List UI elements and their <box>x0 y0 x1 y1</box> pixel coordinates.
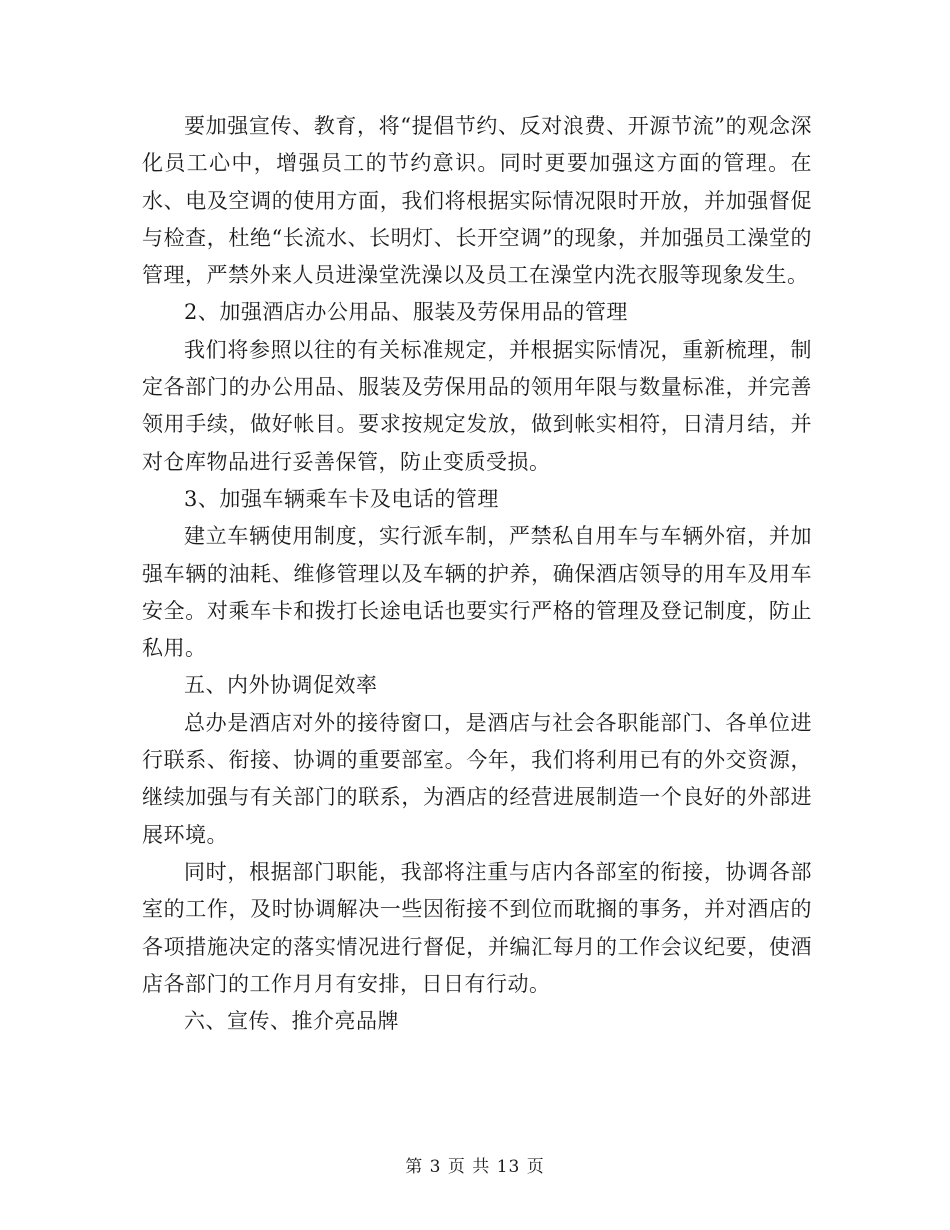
paragraph-external-coordination: 总办是酒店对外的接待窗口，是酒店与社会各职能部门、各单位进行联系、衔接、协调的重要部室。今年，我们将利用已有的外交资源，继续加强与有关部门的联系，为酒店的经营进展制造一个良好的外部进展环境。 <box>142 710 812 847</box>
page-number-footer: 第 3 页 共 13 页 <box>405 1157 545 1177</box>
document-body <box>142 108 812 1040</box>
section-heading-vehicles: 3、加强车辆乘车卡及电话的管理 <box>184 486 499 511</box>
paragraph-office-supplies: 我们将参照以往的有关标准规定，并根据实际情况，重新梳理，制定各部门的办公用品、服装及劳保用品的领用年限与数量标准，并完善领用手续，做好帐目。要求按规定发放，做到帐实相符，日清月结，并对仓库物品进行妥善保管，防止变质受损。 <box>142 337 812 474</box>
paragraph-vehicles: 建立车辆使用制度，实行派车制，严禁私自用车与车辆外宿，并加强车辆的油耗、维修管理以及车辆的护养，确保酒店领导的用车及用车安全。对乘车卡和拨打长途电话也要实行严格的管理及登记制度，防止私用。 <box>142 524 812 661</box>
paragraph-internal-coordination: 同时，根据部门职能，我部将注重与店内各部室的衔接，协调各部室的工作，及时协调解决一些因衔接不到位而耽搁的事务，并对酒店的各项措施决定的落实情况进行督促，并编汇每月的工作会议纪要，使酒店各部门的工作月月有安排，日日有行动。 <box>142 859 812 996</box>
section-heading-office-supplies: 2、加强酒店办公用品、服装及劳保用品的管理 <box>184 300 628 325</box>
section-heading-coordination: 五、内外协调促效率 <box>184 673 378 698</box>
paragraph-energy-saving: 要加强宣传、教育，将“提倡节约、反对浪费、开源节流”的观念深化员工心中，增强员工的节约意识。同时更要加强这方面的管理。在水、电及空调的使用方面，我们将根据实际情况限时开放，并加强督促与检查，杜绝“长流水、长明灯、长开空调”的现象，并加强员工澡堂的管理，严禁外来人员进澡堂洗澡以及员工在澡堂内洗衣服等现象发生。 <box>142 114 812 288</box>
section-heading-branding: 六、宣传、推介亮品牌 <box>184 1009 399 1034</box>
